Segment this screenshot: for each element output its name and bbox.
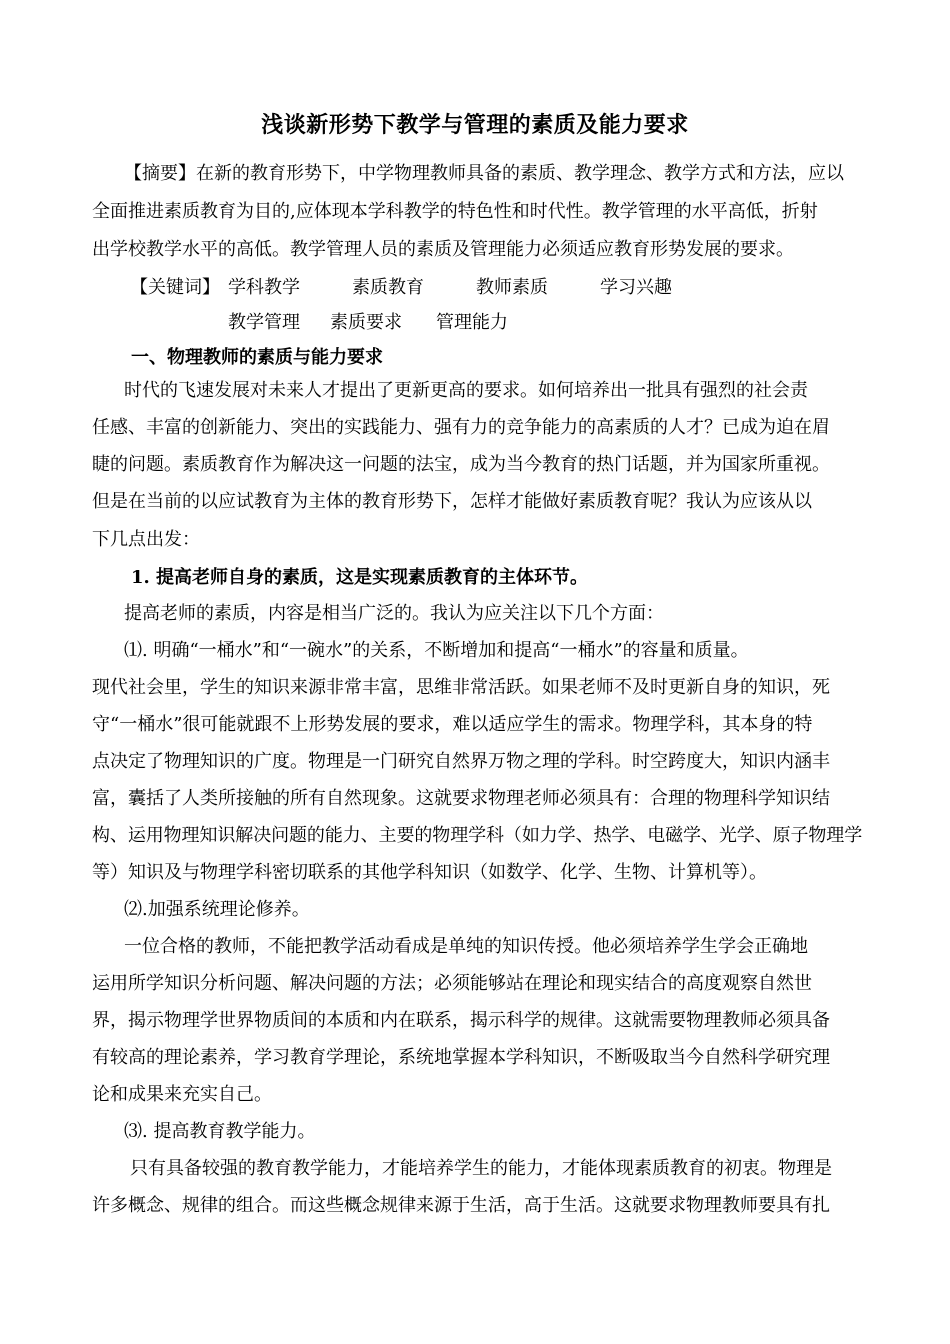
paragraph-line: 有较高的理论素养，学习教育学理论，系统地掌握本学科知识，不断吸取当今自然科学研究理 <box>92 1047 830 1068</box>
keywords-label: 【关键词】 <box>130 277 220 298</box>
keyword: 学科教学 <box>228 277 300 298</box>
keyword: 素质教育 <box>352 277 424 298</box>
paragraph-line: 提高老师的素质，内容是相当广泛的。我认为应关注以下几个方面： <box>124 603 664 624</box>
paragraph-line: 下几点出发： <box>92 529 200 550</box>
keyword: 教学管理 <box>228 312 300 333</box>
keyword: 教师素质 <box>476 277 548 298</box>
paragraph-line: 但是在当前的以应试教育为主体的教育形势下，怎样才能做好素质教育呢？我认为应该从以 <box>92 491 812 512</box>
paragraph-line: 睫的问题。素质教育作为解决这一问题的法宝，成为当今教育的热门话题，并为国家所重视。 <box>92 454 830 475</box>
keyword: 管理能力 <box>436 312 508 333</box>
paragraph-line: 只有具备较强的教育教学能力，才能培养学生的能力，才能体现素质教育的初衷。物理是 <box>130 1158 832 1179</box>
keyword: 学习兴趣 <box>600 277 672 298</box>
paragraph-line: 富，囊括了人类所接触的所有自然现象。这就要求物理老师必须具有：合理的物理科学知识结 <box>92 788 830 809</box>
point-heading: ⑵.加强系统理论修养。 <box>124 899 310 920</box>
paragraph-line: 任感、丰富的创新能力、突出的实践能力、强有力的竞争能力的高素质的人才？已成为迫在眉 <box>92 417 830 438</box>
paragraph-line: 点决定了物理知识的广度。物理是一门研究自然界万物之理的学科。时空跨度大，知识内涵丰 <box>92 751 830 772</box>
paragraph-line: 界，揭示物理学世界物质间的本质和内在联系，揭示科学的规律。这就需要物理教师必须具备 <box>92 1010 830 1031</box>
keyword: 素质要求 <box>330 312 402 333</box>
document-title: 浅谈新形势下教学与管理的素质及能力要求 <box>261 112 689 138</box>
abstract-line: 全面推进素质教育为目的,应体现本学科教学的特色性和时代性。教学管理的水平高低，折射 <box>92 201 818 222</box>
paragraph-line: 一位合格的教师，不能把教学活动看成是单纯的知识传授。他必须培养学生学会正确地 <box>124 936 808 957</box>
paragraph-line: 构、运用物理知识解决问题的能力、主要的物理学科（如力学、热学、电磁学、光学、原子物理学 <box>92 825 863 846</box>
section-heading: 一、物理教师的素质与能力要求 <box>131 347 383 368</box>
paragraph-line: ⑴. 明确“一桶水”和“一碗水”的关系，不断增加和提高“一桶水”的容量和质量。 <box>124 640 749 661</box>
abstract-line: 【摘要】在新的教育形势下，中学物理教师具备的素质、教学理念、教学方式和方法，应以 <box>124 163 844 184</box>
paragraph-line: 论和成果来充实自己。 <box>92 1084 272 1105</box>
paragraph-line: 运用所学知识分析问题、解决问题的方法；必须能够站在理论和现实结合的高度观察自然世 <box>92 973 812 994</box>
subsection-heading: 1. 提高老师自身的素质，这是实现素质教育的主体环节。 <box>131 567 589 588</box>
paragraph-line: 现代社会里，学生的知识来源非常丰富，思维非常活跃。如果老师不及时更新自身的知识，死 <box>92 677 830 698</box>
paragraph-line: 时代的飞速发展对未来人才提出了更新更高的要求。如何培养出一批具有强烈的社会责 <box>124 380 808 401</box>
paragraph-line: 守“一桶水”很可能就跟不上形势发展的要求，难以适应学生的需求。物理学科，其本身的特 <box>92 714 813 735</box>
abstract-line: 出学校教学水平的高低。教学管理人员的素质及管理能力必须适应教育形势发展的要求。 <box>92 239 794 260</box>
paragraph-line: 等）知识及与物理学科密切联系的其他学科知识（如数学、化学、生物、计算机等）。 <box>92 862 767 883</box>
point-heading: ⑶. 提高教育教学能力。 <box>124 1121 316 1142</box>
paragraph-line: 许多概念、规律的组合。而这些概念规律来源于生活，高于生活。这就要求物理教师要具有扎 <box>92 1195 830 1216</box>
